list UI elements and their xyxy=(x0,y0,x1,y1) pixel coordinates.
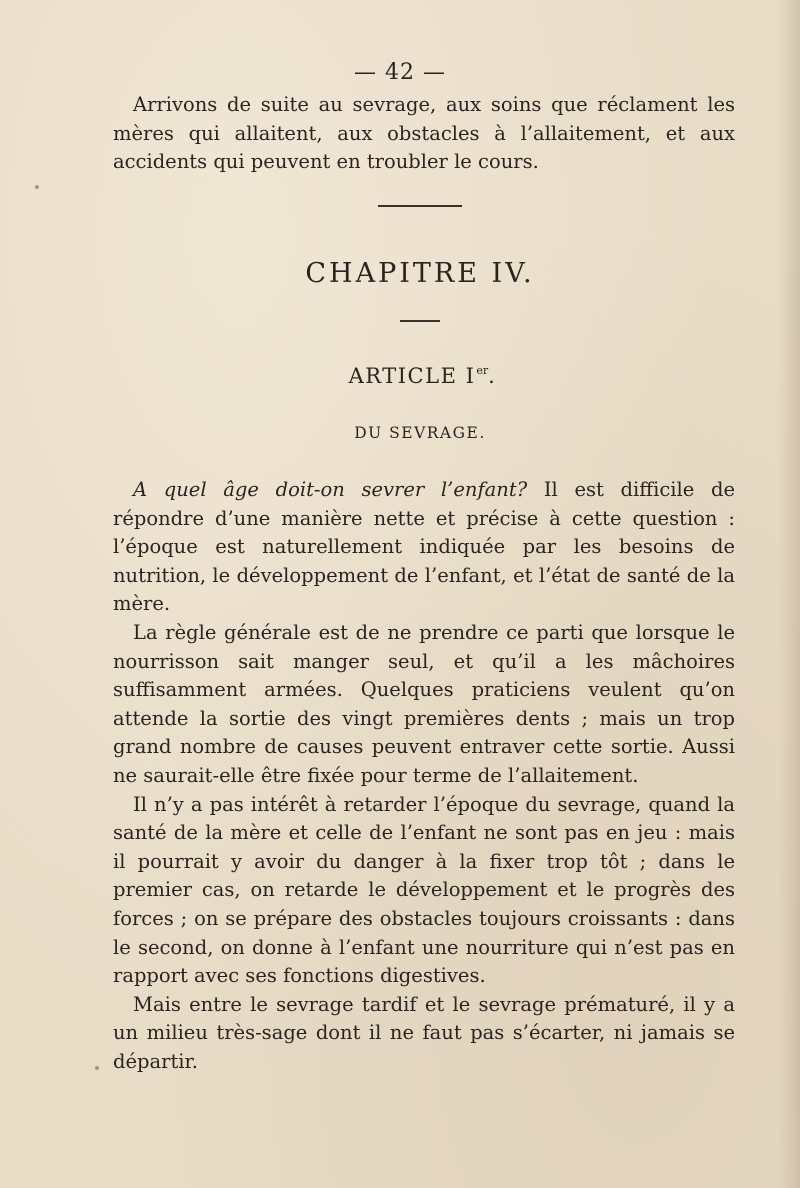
article-heading xyxy=(0,364,800,388)
article-heading-trailing: . xyxy=(488,364,497,388)
intro-block xyxy=(113,91,735,177)
section-heading: DU SEVRAGE. xyxy=(354,424,486,442)
paragraph-3: Il n’y a pas intérêt à retarder l’époque du sevrage, quand la santé de la mère et celle de l’enfant ne sont pas en jeu : mais il pourrait y avoir du danger à la fixer trop tôt ; dans le premier cas, on retarde le développement et le progrès des forces ; on se prépare des obstacles toujours croissants : dans le second, on donne à l’enfant une nourriture qui n’est pas en rapport avec ses fonctions digestives. xyxy=(113,792,735,988)
article-heading-text: ARTICLE I xyxy=(348,364,476,388)
page-number: — 42 — xyxy=(354,60,446,85)
body-text xyxy=(113,476,735,1076)
page-edge-shadow xyxy=(778,0,800,1188)
intro-paragraph: Arrivons de suite au sevrage, aux soins que réclament les mères qui allaitent, aux obstacles à l’allaitement, et aux accidents qui peuvent en troubler le cours. xyxy=(113,93,735,174)
paragraph-1-text: Il est difficile de répondre d’une manière nette et précise à cette question : l’époque est naturellement indiquée par les besoins de nutrition, le développement de l’enfant, et l’état de santé de la mère. xyxy=(113,478,735,616)
paragraph-4: Mais entre le sevrage tardif et le sevrage prématuré, il y a un milieu très-sage dont il ne faut pas s’écarter, ni jamais se départir. xyxy=(113,992,735,1073)
chapter-divider-rule xyxy=(400,320,440,322)
section-divider-rule xyxy=(378,205,462,207)
paper-speck xyxy=(95,1066,99,1070)
article-heading-superscript: er xyxy=(476,364,489,377)
paragraph-1 xyxy=(113,476,735,619)
paragraph-question: A quel âge doit-on sevrer l’enfant? xyxy=(133,478,528,501)
chapter-heading: CHAPITRE IV. xyxy=(305,258,535,289)
paper-speck xyxy=(35,185,39,189)
paragraph-2: La règle générale est de ne prendre ce parti que lorsque le nourrisson sait manger seul, et qu’il a les mâchoires suffisamment armées. Quelques praticiens veulent qu’on attende la sortie des vingt premières dents ; mais un trop grand nombre de causes peuvent entraver cette sortie. Aussi ne saurait-elle être fixée pour terme de l’allaitement. xyxy=(113,620,735,787)
